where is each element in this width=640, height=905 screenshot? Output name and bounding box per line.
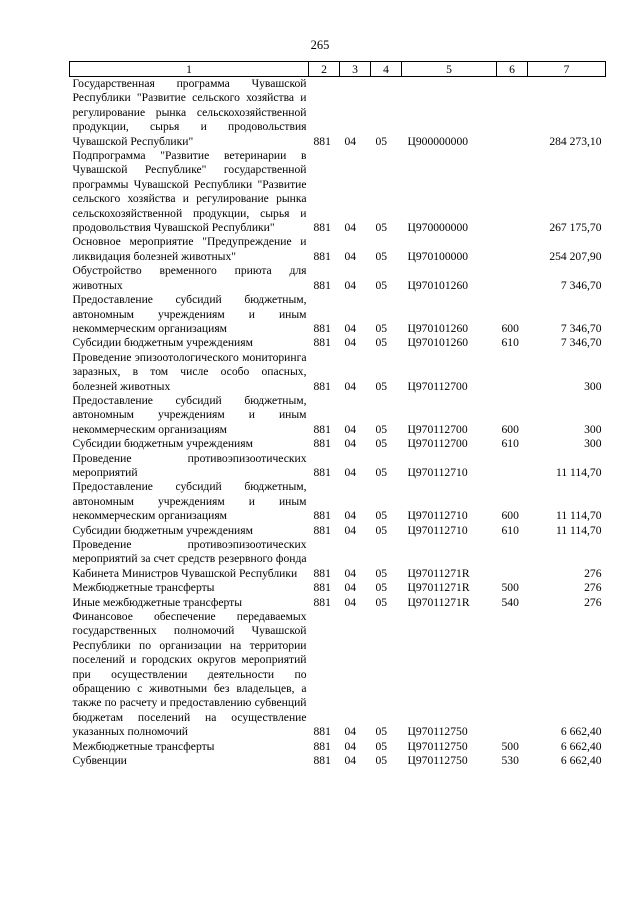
- expense-type-cell: [497, 149, 528, 235]
- table-row: [70, 452, 606, 481]
- expense-type-cell: 600: [501, 509, 519, 523]
- section-cell: 04: [344, 754, 357, 768]
- row-name-cell: Проведение противоэпизоотических мероприятий: [72, 451, 307, 479]
- expense-type-cell: 610: [501, 523, 519, 537]
- table-row: [70, 351, 606, 394]
- table-row: [70, 264, 606, 293]
- subsection-cell: 05: [375, 465, 388, 479]
- subsection-cell: 05: [375, 221, 388, 235]
- subsection-cell: 05: [375, 509, 388, 523]
- row-name-cell: Иные межбюджетные трансферты: [72, 595, 243, 609]
- row-name-cell: Проведение эпизоотологического мониторинга заразных, в том числе особо опасных, болезней животных: [72, 350, 307, 393]
- section-cell: 04: [344, 725, 357, 739]
- grbs-cell: 881: [313, 739, 331, 753]
- target-article-cell: Ц970112750: [407, 754, 468, 768]
- row-name-cell: Межбюджетные трансферты: [72, 739, 215, 753]
- target-article-cell: Ц970112700: [407, 437, 468, 451]
- section-cell: 04: [344, 134, 357, 148]
- table-row: [70, 524, 606, 538]
- header-cell: 1: [70, 62, 309, 77]
- target-article-cell: Ц970101260: [407, 278, 469, 292]
- target-article-cell: Ц970000000: [407, 221, 469, 235]
- section-cell: 04: [344, 422, 357, 436]
- section-cell: 04: [344, 509, 357, 523]
- table-row: [70, 149, 606, 235]
- section-cell: 04: [344, 595, 357, 609]
- grbs-cell: 881: [313, 422, 331, 436]
- section-cell: 04: [344, 465, 357, 479]
- amount-cell: 300: [584, 437, 602, 451]
- target-article-cell: Ц970112750: [407, 739, 468, 753]
- row-name-cell: Проведение противоэпизоотических мероприятий за счет средств резервного фонда Кабинета Министров Чувашской Республики: [72, 538, 307, 580]
- expense-type-cell: [497, 610, 528, 740]
- subsection-cell: 05: [375, 725, 388, 739]
- row-name-cell: Межбюджетные трансферты: [72, 581, 215, 595]
- row-name-cell: Государственная программа Чувашской Республики "Развитие сельского хозяйства и регулирование рынка сельскохозяйственной продукции, сырья и продовольствия Чувашской Республики": [72, 77, 307, 148]
- amount-cell: 7 346,70: [560, 278, 602, 292]
- amount-cell: 11 114,70: [555, 509, 602, 523]
- header-cell: 3: [340, 62, 371, 77]
- section-cell: 04: [344, 221, 357, 235]
- table-row: [70, 293, 606, 336]
- grbs-cell: 881: [313, 595, 331, 609]
- expense-type-cell: 600: [501, 422, 519, 436]
- amount-cell: 276: [584, 595, 602, 609]
- row-name-cell: Предоставление субсидий бюджетным, автономным учреждениям и иным некоммерческим организациям: [72, 393, 307, 436]
- expense-type-cell: 530: [501, 754, 519, 768]
- subsection-cell: 05: [375, 422, 388, 436]
- table-row: [70, 610, 606, 740]
- header-cell: 6: [497, 62, 528, 77]
- grbs-cell: 881: [313, 581, 331, 595]
- target-article-cell: Ц970101260: [407, 321, 469, 335]
- subsection-cell: 05: [375, 336, 388, 350]
- grbs-cell: 881: [313, 249, 331, 263]
- subsection-cell: 05: [375, 739, 388, 753]
- grbs-cell: 881: [313, 465, 331, 479]
- budget-table: [69, 61, 606, 769]
- subsection-cell: 05: [375, 581, 388, 595]
- subsection-cell: 05: [375, 595, 388, 609]
- subsection-cell: 05: [375, 437, 388, 451]
- amount-cell: 276: [584, 566, 602, 580]
- expense-type-cell: 600: [501, 321, 519, 335]
- expense-type-cell: [497, 77, 528, 150]
- expense-type-cell: 610: [501, 336, 519, 350]
- grbs-cell: 881: [313, 725, 331, 739]
- subsection-cell: 05: [375, 134, 388, 148]
- expense-type-cell: [497, 264, 528, 293]
- row-name-cell: Подпрограмма "Развитие ветеринарии в Чувашской Республике" государственной программы Чувашской Республики "Развитие сельского хозяйства и регулирование рынка сельскохозяйственной продукции, сырья и продовольствия Чувашской Республики": [72, 149, 307, 235]
- row-name-cell: Обустройство временного приюта для животных: [72, 264, 307, 292]
- grbs-cell: 881: [313, 566, 331, 580]
- expense-type-cell: 500: [501, 581, 519, 595]
- section-cell: 04: [344, 379, 357, 393]
- target-article-cell: Ц97011271R: [407, 566, 470, 580]
- amount-cell: 7 346,70: [560, 336, 602, 350]
- grbs-cell: 881: [313, 221, 331, 235]
- row-name-cell: Финансовое обеспечение передаваемых государственных полномочий Чувашской Республики по организации на территории поселений и городских округов мероприятий при осуществлении деятельности по обращению с животными без владельцев, а также по расчету и предоставлению субвенций бюджетам поселений на осуществление указанных полномочий: [72, 610, 307, 739]
- amount-cell: 284 273,10: [549, 134, 602, 148]
- target-article-cell: Ц970112750: [407, 725, 468, 739]
- table-row: [70, 336, 606, 350]
- grbs-cell: 881: [313, 379, 331, 393]
- table-row: [70, 596, 606, 610]
- target-article-cell: Ц970112700: [407, 422, 468, 436]
- header-row: [70, 62, 606, 77]
- expense-type-cell: [497, 351, 528, 394]
- grbs-cell: 881: [313, 754, 331, 768]
- header-cell: 7: [528, 62, 606, 77]
- amount-cell: 276: [584, 581, 602, 595]
- section-cell: 04: [344, 566, 357, 580]
- section-cell: 04: [344, 523, 357, 537]
- amount-cell: 11 114,70: [555, 465, 602, 479]
- row-name-cell: Основное мероприятие "Предупреждение и ликвидация болезней животных": [72, 235, 307, 263]
- subsection-cell: 05: [375, 278, 388, 292]
- expense-type-cell: [497, 235, 528, 264]
- expense-type-cell: [497, 538, 528, 581]
- amount-cell: 6 662,40: [560, 725, 602, 739]
- subsection-cell: 05: [375, 523, 388, 537]
- target-article-cell: Ц97011271R: [407, 595, 470, 609]
- table-row: [70, 437, 606, 451]
- table-row: [70, 538, 606, 581]
- target-article-cell: Ц970100000: [407, 249, 469, 263]
- grbs-cell: 881: [313, 523, 331, 537]
- amount-cell: 6 662,40: [560, 754, 602, 768]
- section-cell: 04: [344, 437, 357, 451]
- row-name-cell: Субсидии бюджетным учреждениям: [72, 523, 253, 537]
- target-article-cell: Ц970112710: [407, 509, 468, 523]
- grbs-cell: 881: [313, 134, 331, 148]
- row-name-cell: Субсидии бюджетным учреждениям: [72, 336, 253, 350]
- row-name-cell: Субвенции: [72, 754, 127, 768]
- grbs-cell: 881: [313, 336, 331, 350]
- table-row: [70, 754, 606, 768]
- amount-cell: 254 207,90: [549, 249, 602, 263]
- amount-cell: 300: [584, 379, 602, 393]
- section-cell: 04: [344, 336, 357, 350]
- subsection-cell: 05: [375, 379, 388, 393]
- subsection-cell: 05: [375, 321, 388, 335]
- target-article-cell: Ц970101260: [407, 336, 469, 350]
- target-article-cell: Ц900000000: [407, 134, 469, 148]
- section-cell: 04: [344, 249, 357, 263]
- amount-cell: 267 175,70: [549, 221, 602, 235]
- table-row: [70, 77, 606, 150]
- amount-cell: 300: [584, 422, 602, 436]
- grbs-cell: 881: [313, 509, 331, 523]
- table-row: [70, 394, 606, 437]
- header-cell: 5: [402, 62, 497, 77]
- row-name-cell: Субсидии бюджетным учреждениям: [72, 437, 253, 451]
- table-row: [70, 480, 606, 523]
- subsection-cell: 05: [375, 566, 388, 580]
- row-name-cell: Предоставление субсидий бюджетным, автономным учреждениям и иным некоммерческим организациям: [72, 293, 307, 335]
- target-article-cell: Ц970112710: [407, 465, 468, 479]
- header-cell: 2: [309, 62, 340, 77]
- grbs-cell: 881: [313, 437, 331, 451]
- page-number: 265: [310, 38, 330, 52]
- header-cell: 4: [371, 62, 402, 77]
- subsection-cell: 05: [375, 754, 388, 768]
- table-row: [70, 740, 606, 754]
- section-cell: 04: [344, 581, 357, 595]
- amount-cell: 6 662,40: [560, 739, 602, 753]
- table-row: [70, 235, 606, 264]
- grbs-cell: 881: [313, 321, 331, 335]
- subsection-cell: 05: [375, 249, 388, 263]
- section-cell: 04: [344, 321, 357, 335]
- section-cell: 04: [344, 278, 357, 292]
- section-cell: 04: [344, 739, 357, 753]
- expense-type-cell: 610: [501, 437, 519, 451]
- expense-type-cell: 540: [501, 595, 519, 609]
- target-article-cell: Ц970112700: [407, 379, 468, 393]
- expense-type-cell: 500: [501, 739, 519, 753]
- amount-cell: 7 346,70: [560, 321, 602, 335]
- table-row: [70, 581, 606, 595]
- grbs-cell: 881: [313, 278, 331, 292]
- target-article-cell: Ц97011271R: [407, 581, 470, 595]
- amount-cell: 11 114,70: [555, 523, 602, 537]
- target-article-cell: Ц970112710: [407, 523, 468, 537]
- row-name-cell: Предоставление субсидий бюджетным, автономным учреждениям и иным некоммерческим организациям: [72, 480, 307, 523]
- expense-type-cell: [497, 452, 528, 481]
